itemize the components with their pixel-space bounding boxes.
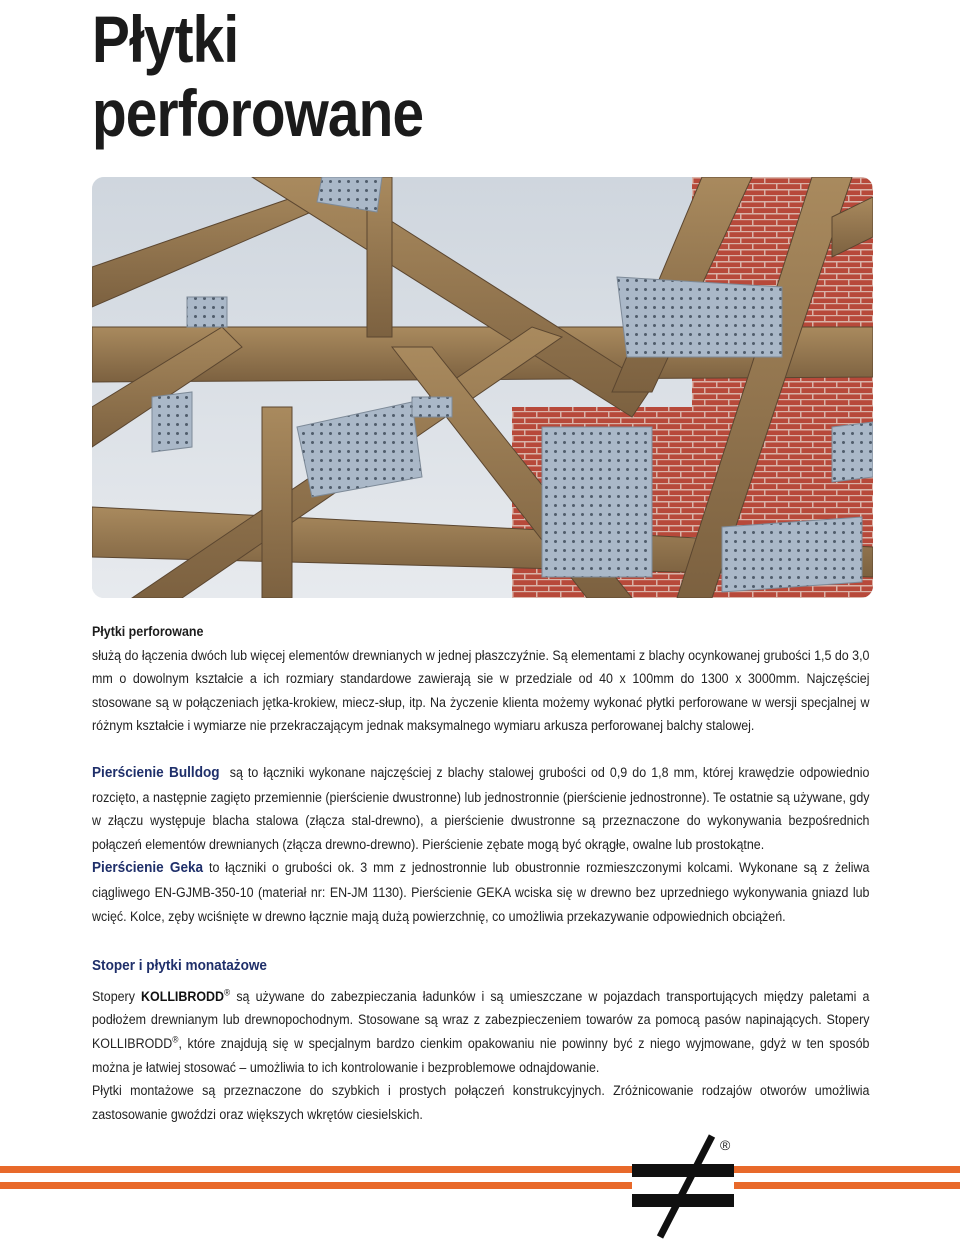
geka-heading: Pierścienie Geka (92, 860, 204, 877)
stoper-paragraph (92, 985, 869, 1079)
stoper-text-2: , które znajdują się w specjalnym bardzo cienkim opakowaniu nie powinny być z niego wyjmowane, gdyż w ten sposób można je łatwiej stosować – umożliwia to ich kontrolowanie i bezproblemowe odnajdowanie. (92, 1035, 870, 1075)
geka-paragraph (92, 856, 869, 928)
content-body (92, 620, 869, 1126)
page-title (92, 2, 423, 150)
section-text-plytki: służą do łączenia dwóch lub więcej elementów drewnianych w jednej płaszczyźnie. Są elementami z blachy ocynkowanej grubości 1,5 do 3,0 mm o dowolnym kształcie a ich rozmiary standardowe zawierają sie w przedziale od 40 x 100mm do 1300 x 3000mm. Najczęściej stosowane są w połączeniach jętka-krokiew, miecz-słup, itp. Na życzenie klienta możemy wykonać płytki perforowane w wersji specjalnej w różnym kształcie i wymiarze nie przekraczającym jednak maksymalnego wymiaru arkusza perforowanej balchy stalowej. (92, 647, 870, 734)
not-equal-logo-icon (632, 1134, 734, 1239)
geka-text: to łączniki o grubości ok. 3 mm z jednostronnie lub obustronnie rozmieszczonymi kolcami. Wykonane są z żeliwa ciągliwego EN-GJMB-350-10 (materiał nr: EN-JM 1130). Pierścienie GEKA wciska się w drewno bez uprzedniego wykonywania gniazd lub wcięć. Kolce, zęby wciśnięte w drewno łącznie mają dużą powierzchnię, co umożliwia przekazywanie odpowiednich obciążeń. (92, 860, 870, 924)
logo-registered-mark: ® (720, 1137, 731, 1153)
footer-stripe-bottom (0, 1182, 960, 1189)
title-line-1: Płytki (92, 2, 239, 76)
section-heading-plytki: Płytki perforowane (92, 624, 204, 639)
plytki-montazowe-paragraph: Płytki montażowe są przeznaczone do szybkich i prostych połączeń konstrukcyjnych. Zróżnicowanie rodzajów otworów umożliwia zastosowanie gwoździ oraz większych wkrętów ciesielskich. (92, 1083, 870, 1122)
logo-slash-icon (632, 1134, 734, 1239)
bulldog-paragraph (92, 761, 869, 856)
bulldog-text: są to łączniki wykonane najczęściej z blachy stalowej grubości od 0,9 do 1,8 mm, której krawędzie odpowiednio rozcięto, a następnie zagięto przemiennie (pierścienie dwustronne) lub jednostronnie (pierścienie jednostronne). Te ostatnie są używane, gdy w złączu występuje blacha stalowa (złącza stal-drewno), a pierścienie dwustronne są przeznaczone do wykonywania bezpośrednich połączeń elementów drewnianych (złącza drewno-drewno). Pierścienie zębate mogą być okrągłe, owalne lub prostokątne. (92, 764, 870, 852)
registered-mark: ® (224, 987, 231, 998)
brand-kollibrodd: KOLLIBRODD (141, 988, 225, 1004)
registered-mark-2: ® (172, 1034, 179, 1045)
stoper-text: są używane do zabezpieczania ładunków i są umieszczane w pojazdach transportujących między paletami a podłożem drewnianym lub drewnopochodnym. Stosowane są wraz z zabezpieczeniem towarów za pomocą pasów napinających. Stopery KOLLIBRODD (92, 988, 870, 1051)
section-heading-stoper: Stoper i płytki monatażowe (92, 958, 267, 975)
roof-truss-photo (92, 177, 873, 598)
footer-stripe-top (0, 1166, 960, 1173)
roof-truss-illustration (92, 177, 873, 598)
bulldog-heading: Pierścienie Bulldog (92, 764, 220, 781)
title-line-2: perforowane (92, 76, 424, 150)
stoper-prefix: Stopery (92, 988, 135, 1004)
